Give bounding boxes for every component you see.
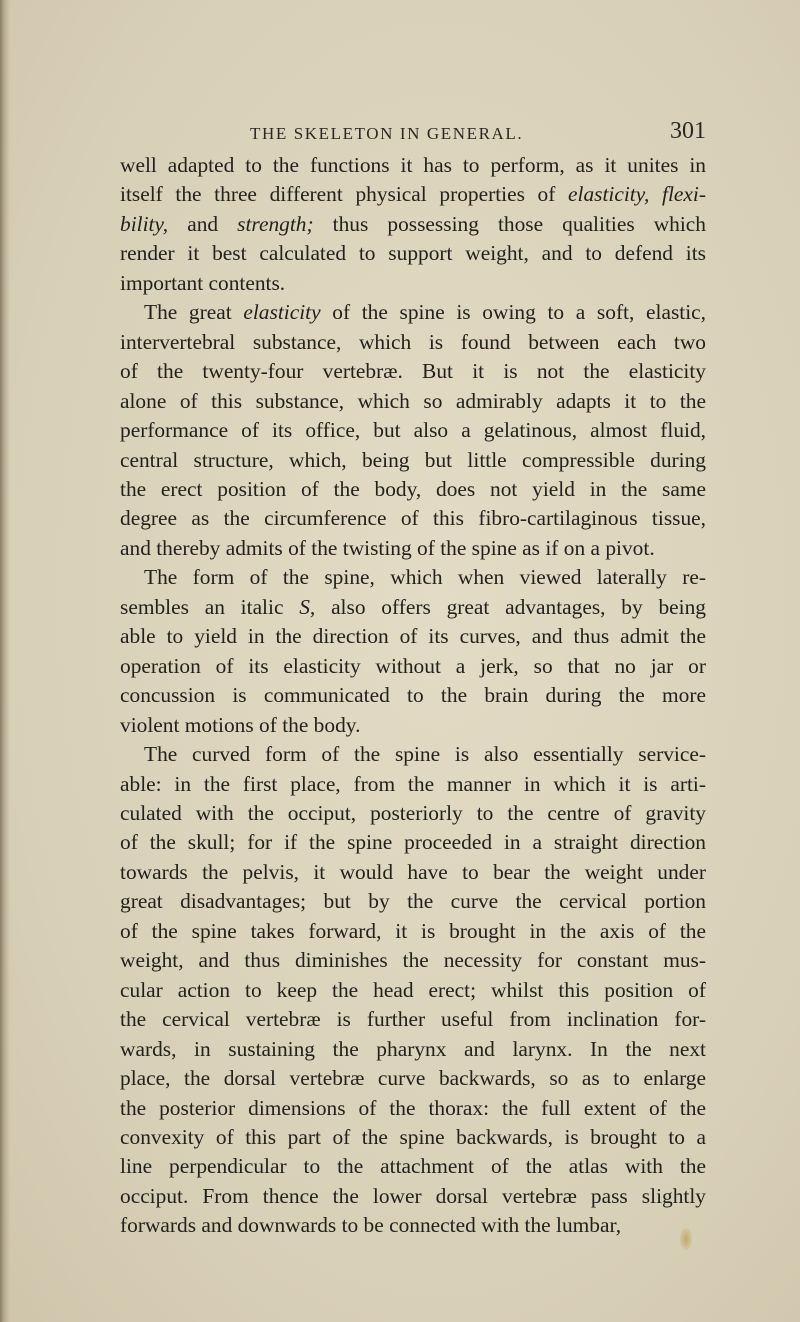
text-line — [120, 1182, 706, 1211]
text-line — [120, 681, 706, 710]
text-line — [120, 799, 706, 828]
italic-term: bility, — [120, 211, 169, 236]
italic-term: elasticity — [243, 300, 321, 325]
text-run: wards, in sustaining the pharynx and larynx. In the next — [120, 1036, 706, 1061]
text-line — [120, 151, 706, 180]
text-line — [120, 622, 706, 651]
italic-term: strength; — [237, 211, 314, 236]
text-run: concussion is communicated to the brain during the more — [120, 683, 706, 708]
text-line — [120, 1211, 706, 1240]
text-run: place, the dorsal vertebræ curve backwards, so as to enlarge — [120, 1066, 706, 1091]
paragraph-p4 — [120, 740, 706, 1241]
text-line — [120, 652, 706, 681]
text-run: towards the pelvis, it would have to bear the weight under — [120, 859, 706, 884]
text-run: able to yield in the direction of its curves, and thus admit the — [120, 624, 706, 649]
text-run: The form of the spine, which when viewed laterally re- — [144, 565, 706, 590]
text-run: forwards and downwards to be connected with the lumbar, — [120, 1213, 622, 1238]
text-line — [120, 740, 706, 769]
text-run: violent motions of the body. — [120, 712, 361, 737]
text-run: line perpendicular to the attachment of the atlas with the — [120, 1154, 706, 1179]
running-head: THE SKELETON IN GENERAL. — [250, 124, 524, 143]
text-run: The great — [144, 300, 244, 325]
text-line — [120, 328, 706, 357]
text-run: great disadvantages; but by the curve the cervical portion — [120, 889, 706, 914]
text-line — [120, 416, 706, 445]
italic-term: S, — [299, 594, 316, 619]
italic-term: elasticity, flexi- — [568, 182, 706, 207]
text-line — [120, 534, 706, 563]
text-run: occiput. From thence the lower dorsal vertebræ pass slightly — [120, 1183, 706, 1208]
text-run: degree as the circumference of this fibro-cartilaginous tissue, — [120, 506, 706, 531]
text-run: able: in the first place, from the manner in which it is arti- — [120, 771, 706, 796]
text-run: alone of this substance, which so admirably adapts it to the — [120, 388, 706, 413]
text-run: The curved form of the spine is also essentially service- — [144, 742, 706, 767]
text-run: the cervical vertebræ is further useful from inclination for- — [120, 1007, 706, 1032]
text-line — [120, 1123, 706, 1152]
page-number: 301 — [670, 118, 706, 144]
text-line — [120, 976, 706, 1005]
text-line — [120, 357, 706, 386]
text-run: itself the three different physical properties of — [120, 182, 569, 207]
text-line — [120, 828, 706, 857]
text-run: sembles an italic — [120, 594, 300, 619]
text-run: culated with the occiput, posteriorly to the centre of gravity — [120, 800, 706, 825]
text-line — [120, 269, 706, 298]
text-line — [120, 504, 706, 533]
text-run: and — [168, 211, 238, 236]
text-run: the erect position of the body, does not yield in the same — [120, 476, 706, 501]
text-run: performance of its office, but also a gelatinous, almost fluid, — [120, 418, 706, 443]
text-run: the posterior dimensions of the thorax: the full extent of the — [120, 1095, 706, 1120]
text-line — [120, 1064, 706, 1093]
text-run: operation of its elasticity without a jerk, so that no jar or — [120, 653, 706, 678]
text-line — [120, 593, 706, 622]
text-line — [120, 1152, 706, 1181]
text-run: well adapted to the functions it has to perform, as it unites in — [120, 153, 706, 177]
text-line — [120, 298, 706, 327]
text-line — [120, 917, 706, 946]
ink-stain — [680, 1228, 692, 1250]
text-run: thus possessing those qualities which — [313, 211, 706, 236]
text-line — [120, 210, 706, 239]
text-run: of the skull; for if the spine proceeded in a straight direction — [120, 830, 706, 855]
text-line — [120, 711, 706, 740]
binding-edge — [0, 0, 10, 1322]
text-line — [120, 946, 706, 975]
text-run: of the spine is owing to a soft, elastic, — [320, 300, 707, 325]
text-line — [120, 387, 706, 416]
page-header — [120, 118, 706, 148]
paragraph-p1 — [120, 151, 706, 298]
text-run: of the spine takes forward, it is brought in the axis of the — [120, 918, 706, 943]
text-line — [120, 475, 706, 504]
text-run: cular action to keep the head erect; whilst this position of — [120, 977, 706, 1002]
text-run: and thereby admits of the twisting of the spine as if on a pivot. — [120, 535, 655, 560]
text-run: also offers great advantages, by being — [315, 594, 706, 619]
text-run: intervertebral substance, which is found between each two — [120, 329, 706, 354]
text-run: weight, and thus diminishes the necessity for constant mus- — [120, 948, 706, 973]
text-line — [120, 180, 706, 209]
text-line — [120, 887, 706, 916]
text-run: important contents. — [120, 270, 286, 295]
text-line — [120, 239, 706, 268]
text-run: render it best calculated to support weight, and to defend its — [120, 241, 706, 266]
text-line — [120, 446, 706, 475]
paragraph-p3 — [120, 563, 706, 740]
text-line — [120, 1094, 706, 1123]
paragraph-p2 — [120, 298, 706, 563]
text-line — [120, 563, 706, 592]
text-run: of the twenty-four vertebræ. But it is not the elasticity — [120, 359, 706, 384]
text-line — [120, 770, 706, 799]
text-line — [120, 1005, 706, 1034]
text-line — [120, 1035, 706, 1064]
text-run: central structure, which, being but little compressible during — [120, 447, 706, 472]
body-text — [120, 151, 706, 1241]
text-line — [120, 858, 706, 887]
text-run: convexity of this part of the spine backwards, is brought to a — [120, 1124, 706, 1149]
